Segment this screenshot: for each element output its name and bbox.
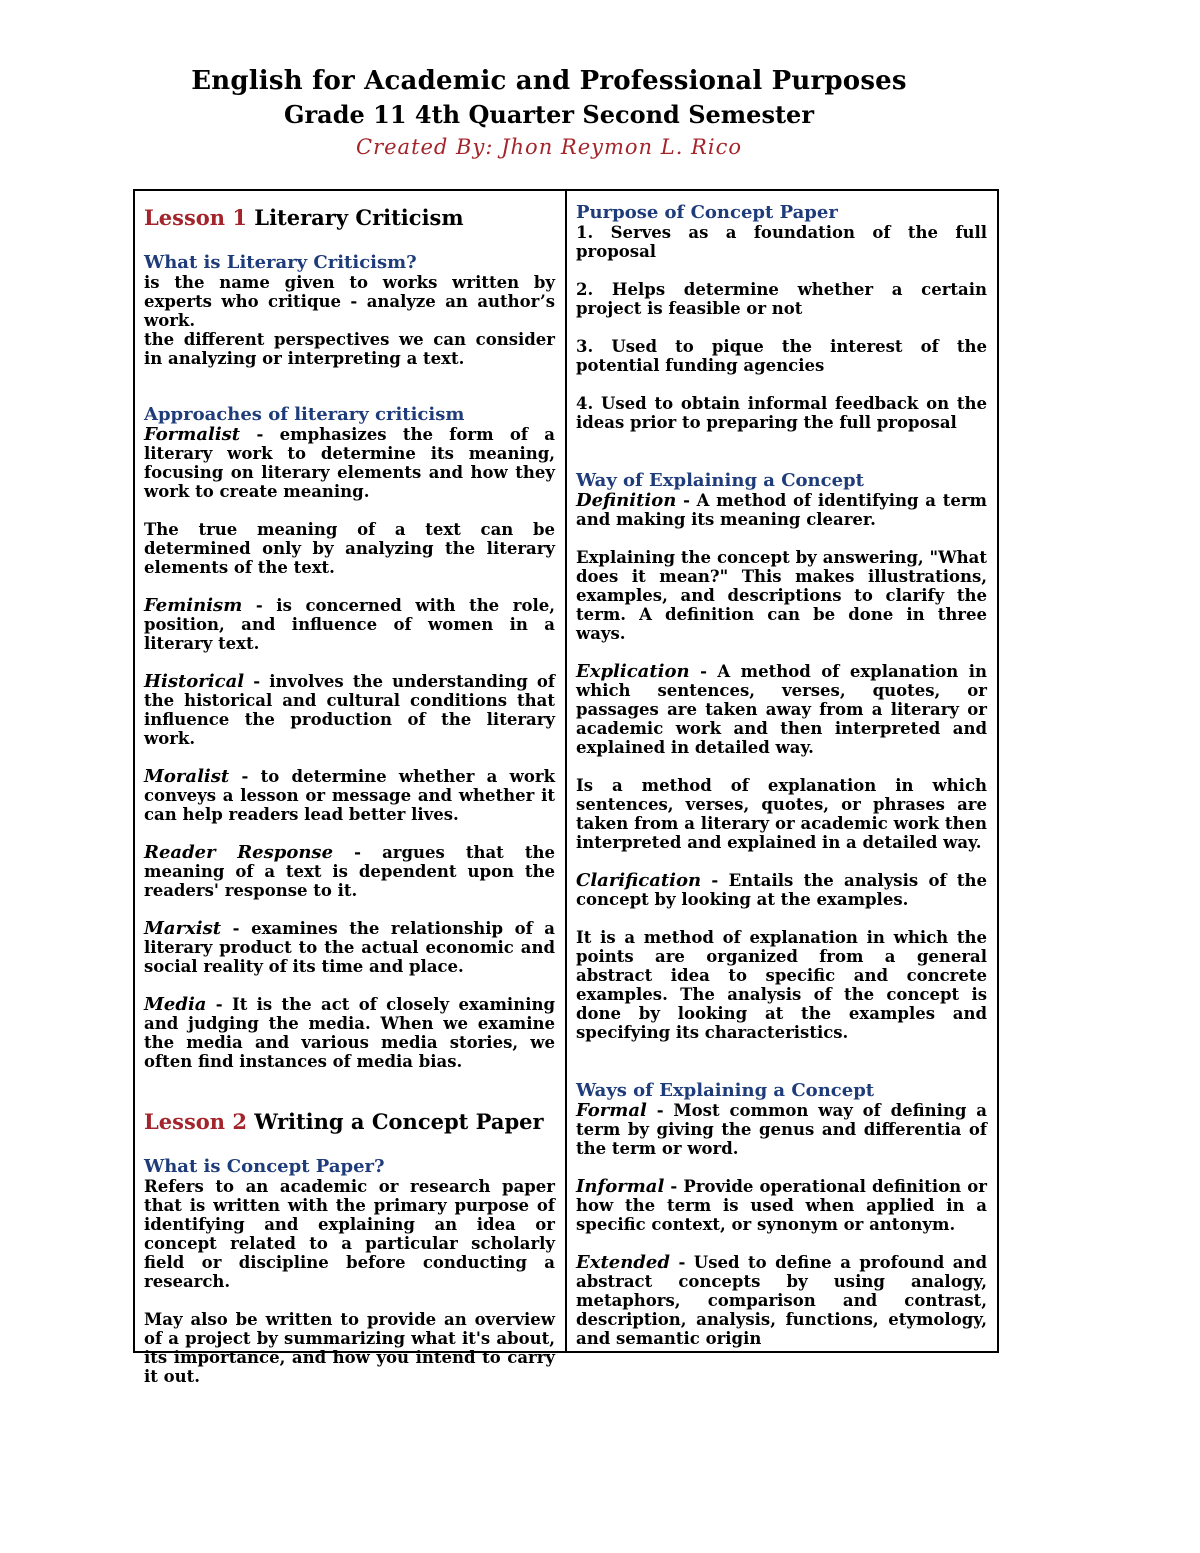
lesson-2-title: Writing a Concept Paper	[254, 1109, 544, 1134]
formal-entry	[576, 1101, 987, 1158]
what-is-literary-criticism-heading: What is Literary Criticism?	[144, 252, 417, 273]
informal-term: Informal	[576, 1176, 665, 1197]
historical-entry	[144, 672, 555, 748]
literary-criticism-perspectives: the different perspectives we can consider in analyzing or interpreting a text.	[144, 330, 555, 368]
moralist-term: Moralist	[144, 766, 230, 787]
formalist-note: The true meaning of a text can be determined only by analyzing the literary elements of the text.	[144, 520, 555, 577]
lesson-2-heading	[144, 1107, 555, 1137]
moralist-text: - to determine whether a work conveys a lesson or message and whether it can help readers lead better lives.	[144, 767, 555, 824]
informal-text: - Provide operational definition or how the term is used when applied in a specific context, or synonym or antonym.	[576, 1177, 987, 1234]
purpose-item-2: 2. Helps determine whether a certain project is feasible or not	[576, 280, 987, 318]
definition-note: Explaining the concept by answering, "What does it mean?" This makes illustrations, examples, and descriptions to clarify the term. A definition can be done in three ways.	[576, 548, 987, 643]
literary-criticism-definition: is the name given to works written by experts who critique - analyze an author’s work.	[144, 273, 555, 330]
purpose-item-4: 4. Used to obtain informal feedback on the ideas prior to preparing the full proposal	[576, 394, 987, 432]
lesson-2-number: Lesson 2	[144, 1109, 247, 1134]
media-text: - It is the act of closely examining and judging the media. When we examine the media and various media stories, we often find instances of media bias.	[144, 995, 555, 1071]
feminism-term: Feminism	[144, 595, 243, 616]
reader-response-text: - argues that the meaning of a text is dependent upon the readers' response to it.	[144, 843, 556, 900]
moralist-entry	[144, 767, 555, 824]
formal-text: - Most common way of defining a term by giving the genus and differentia of the term or word.	[576, 1101, 987, 1158]
extended-term: Extended	[576, 1252, 670, 1273]
ways-of-explaining-heading: Ways of Explaining a Concept	[576, 1080, 875, 1101]
clarification-entry	[576, 871, 987, 909]
definition-term: Definition	[576, 490, 677, 511]
extended-text: - Used to define a profound and abstract concepts by using analogy, metaphors, comparison and contrast, description, analysis, functions, etymology, and semantic origin	[576, 1253, 987, 1348]
clarification-note: It is a method of explanation in which the points are organized from a general abstract idea to specific and concrete examples. The analysis of the concept is done by looking at the examples and specifying its characteristics.	[576, 928, 987, 1042]
document-subtitle: Grade 11 4th Quarter Second Semester	[284, 100, 814, 129]
lesson-1-title: Literary Criticism	[254, 205, 464, 230]
clarification-term: Clarification	[576, 870, 702, 891]
way-of-explaining-heading: Way of Explaining a Concept	[576, 470, 864, 491]
marxist-text: - examines the relationship of a literary product to the actual economic and social reality of its time and place.	[144, 919, 555, 976]
definition-text: - A method of identifying a term and making its meaning clearer.	[576, 491, 987, 529]
right-column	[567, 191, 997, 1351]
explication-entry	[576, 662, 987, 757]
approaches-heading: Approaches of literary criticism	[144, 404, 465, 425]
formal-term: Formal	[576, 1100, 647, 1121]
lesson-1-heading	[144, 203, 555, 233]
historical-term: Historical	[144, 671, 245, 692]
what-is-concept-paper-heading: What is Concept Paper?	[144, 1156, 385, 1177]
purpose-item-3: 3. Used to pique the interest of the potential funding agencies	[576, 337, 987, 375]
concept-paper-overview: May also be written to provide an overview of a project by summarizing what it's about, its importance, and how you intend to carry it out.	[144, 1310, 555, 1386]
purpose-heading: Purpose of Concept Paper	[576, 202, 838, 223]
document-header	[0, 64, 1098, 162]
left-column	[135, 191, 567, 1386]
lesson-1-number: Lesson 1	[144, 205, 247, 230]
explication-note: Is a method of explanation in which sentences, verses, quotes, or phrases are taken from a literary or academic work then interpreted and explained in a detailed way.	[576, 776, 987, 852]
media-term: Media	[144, 994, 207, 1015]
clarification-text: - Entails the analysis of the concept by looking at the examples.	[576, 871, 987, 909]
notes-table	[133, 189, 999, 1386]
media-entry	[144, 995, 555, 1071]
explication-term: Explication	[576, 661, 690, 682]
feminism-entry	[144, 596, 555, 653]
concept-paper-definition: Refers to an academic or research paper that is written with the primary purpose of identifying and explaining an idea or concept related to a particular scholarly field or discipline before conducting a research.	[144, 1177, 555, 1291]
historical-text: - involves the understanding of the historical and cultural conditions that influence the production of the literary work.	[144, 672, 555, 748]
informal-entry	[576, 1177, 987, 1234]
explication-text: - A method of explanation in which sentences, verses, quotes, or passages are taken away from a literary or academic work and then interpreted and explained in detailed way.	[576, 662, 987, 757]
extended-entry	[576, 1253, 987, 1348]
formalist-entry	[144, 425, 555, 501]
definition-entry	[576, 491, 987, 529]
document-title: English for Academic and Professional Purposes	[191, 66, 907, 96]
marxist-term: Marxist	[144, 918, 222, 939]
author-credit: Created By: Jhon Reymon L. Rico	[356, 135, 742, 159]
marxist-entry	[144, 919, 555, 976]
purpose-item-1: 1. Serves as a foundation of the full proposal	[576, 223, 987, 261]
formalist-term: Formalist	[144, 424, 241, 445]
reader-response-entry	[144, 843, 555, 900]
reader-response-term: Reader Response	[144, 842, 334, 863]
feminism-text: - is concerned with the role, position, and influence of women in a literary text.	[144, 596, 555, 653]
formalist-text: - emphasizes the form of a literary work to determine its meaning, focusing on literary elements and how they work to create meaning.	[144, 425, 555, 501]
